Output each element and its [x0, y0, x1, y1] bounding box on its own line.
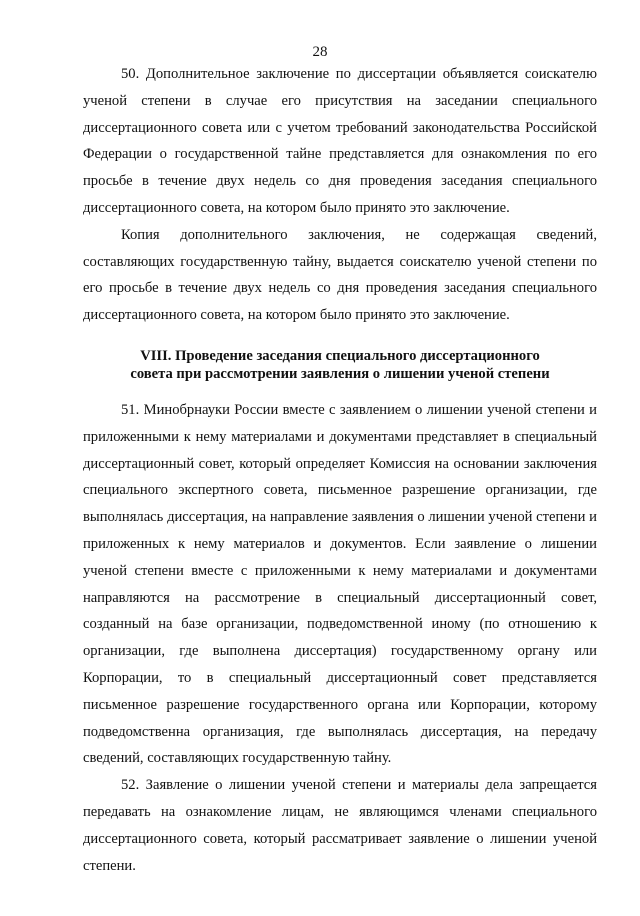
page-number: 28 — [312, 44, 328, 60]
paragraph-51: 51. Минобрнауки России вместе с заявлением о лишении ученой степени и приложенными к нему материалами и документами представляет в специальный диссертационный совет, который определяет Комиссия на основании заключения специального экспертного совета, письменное разрешение организации, где выполнялась диссертация, на направление заявления о лишении ученой степени и приложенных к нему материалов и документов. Если заявление о лишении ученой степени вместе с приложенными к нему материалами и документами направляются на рассмотрение в специальный диссертационный совет, созданный на базе организации, подведомственной иному (по отношению к организации, где выполнена диссертация) государственному органу или Корпорации, то в специальный диссертационный совет представляется письменное разрешение государственного органа или Корпорации, которому подведомственна организация, где выполнялась диссертация, на передачу сведений, составляющих государственную тайну. — [83, 401, 597, 767]
paragraph-50: 50. Дополнительное заключение по диссертации объявляется соискателю ученой степени в случае его присутствия на заседании специального диссертационного совета или с учетом требований законодательства Российской Федерации о государственной тайне представляется для ознакомления по его просьбе в течение двух недель со дня проведения заседания специального диссертационного совета, на котором было принято это заключение. — [83, 66, 597, 216]
paragraph-copy: Копия дополнительного заключения, не содержащая сведений, составляющих государственную тайну, выдается соискателю ученой степени по его просьбе в течение двух недель со дня проведения заседания специального диссертационного совета, на котором было принято это заключение. — [83, 226, 597, 324]
section-heading-line-2: совета при рассмотрении заявления о лишении ученой степени — [130, 365, 550, 382]
section-heading-line-1: VIII. Проведение заседания специального диссертационного — [140, 347, 540, 364]
document-body — [83, 61, 597, 879]
section-heading — [83, 347, 597, 383]
paragraph-52: 52. Заявление о лишении ученой степени и материалы дела запрещается передавать на ознакомление лицам, не являющимся членами специального диссертационного совета, который рассматривает заявление о лишении ученой степени. — [83, 777, 597, 874]
